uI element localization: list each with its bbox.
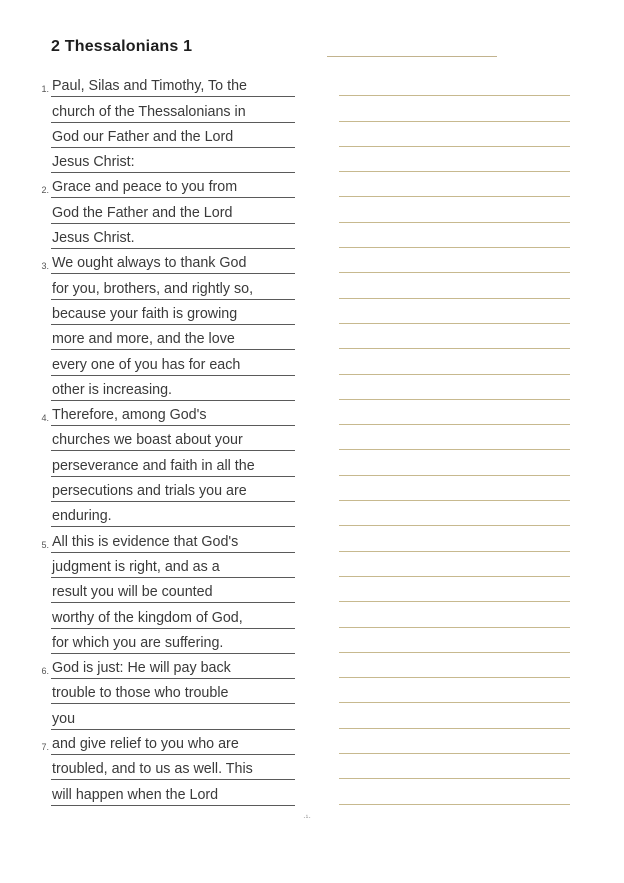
verse-text: Paul, Silas and Timothy, To the xyxy=(51,75,295,97)
verse-row xyxy=(0,679,624,704)
verse-row xyxy=(0,527,624,552)
verse-row xyxy=(0,780,624,805)
writing-line[interactable] xyxy=(339,399,570,400)
verse-row xyxy=(0,654,624,679)
verse-number: 5. xyxy=(41,539,49,550)
verse-text: persecutions and trials you are xyxy=(51,480,295,502)
writing-line[interactable] xyxy=(339,702,570,703)
verse-text: churches we boast about your xyxy=(51,429,295,451)
verse-text: for which you are suffering. xyxy=(51,632,295,654)
verse-text: trouble to those who trouble xyxy=(51,682,295,704)
verse-number: 1. xyxy=(41,84,49,95)
verse-text: God is just: He will pay back xyxy=(51,657,295,679)
writing-line[interactable] xyxy=(339,804,570,805)
writing-line[interactable] xyxy=(339,196,570,197)
verse-row xyxy=(0,629,624,654)
verse-text: God the Father and the Lord xyxy=(51,202,295,224)
verse-row xyxy=(0,477,624,502)
verse-number: 4. xyxy=(41,413,49,424)
verse-text: God our Father and the Lord xyxy=(51,126,295,148)
verse-text: for you, brothers, and rightly so, xyxy=(51,278,295,300)
writing-line[interactable] xyxy=(339,449,570,450)
verse-row xyxy=(0,123,624,148)
verse-row xyxy=(0,705,624,730)
verse-row xyxy=(0,755,624,780)
verse-text: We ought always to thank God xyxy=(51,252,295,274)
writing-line[interactable] xyxy=(339,500,570,501)
verse-row xyxy=(0,249,624,274)
page-number: ·¹· xyxy=(303,813,311,822)
writing-line[interactable] xyxy=(339,95,570,96)
page-title: 2 Thessalonians 1 xyxy=(51,38,193,55)
verse-text: judgment is right, and as a xyxy=(51,556,295,578)
writing-line[interactable] xyxy=(339,753,570,754)
writing-line[interactable] xyxy=(339,222,570,223)
writing-line[interactable] xyxy=(339,323,570,324)
verse-row xyxy=(0,148,624,173)
writing-line[interactable] xyxy=(339,272,570,273)
verse-text: perseverance and faith in all the xyxy=(51,455,295,477)
writing-line[interactable] xyxy=(339,778,570,779)
verse-row xyxy=(0,224,624,249)
writing-line[interactable] xyxy=(339,475,570,476)
writing-line[interactable] xyxy=(339,677,570,678)
verse-row xyxy=(0,72,624,97)
title-writing-line xyxy=(327,56,497,57)
verse-text: you xyxy=(51,708,295,730)
verse-text: worthy of the kingdom of God, xyxy=(51,607,295,629)
verse-number: 7. xyxy=(41,742,49,753)
verse-row xyxy=(0,578,624,603)
verse-text: enduring. xyxy=(51,505,295,527)
verse-text: troubled, and to us as well. This xyxy=(51,758,295,780)
writing-line[interactable] xyxy=(339,374,570,375)
verse-row xyxy=(0,97,624,122)
writing-line[interactable] xyxy=(339,601,570,602)
verse-text: Jesus Christ. xyxy=(51,227,295,249)
verse-text: church of the Thessalonians in xyxy=(51,101,295,123)
verse-text: every one of you has for each xyxy=(51,354,295,376)
verse-row xyxy=(0,173,624,198)
verse-text: result you will be counted xyxy=(51,581,295,603)
verse-text: will happen when the Lord xyxy=(51,784,295,806)
verse-row xyxy=(0,553,624,578)
verse-text: because your faith is growing xyxy=(51,303,295,325)
verse-row xyxy=(0,274,624,299)
verse-number: 3. xyxy=(41,261,49,272)
writing-line[interactable] xyxy=(339,121,570,122)
writing-line[interactable] xyxy=(339,247,570,248)
writing-line[interactable] xyxy=(339,551,570,552)
writing-line[interactable] xyxy=(339,348,570,349)
verse-row xyxy=(0,401,624,426)
verse-row xyxy=(0,325,624,350)
verse-text: Jesus Christ: xyxy=(51,151,295,173)
writing-line[interactable] xyxy=(339,525,570,526)
verse-row xyxy=(0,350,624,375)
verse-text: more and more, and the love xyxy=(51,328,295,350)
writing-line[interactable] xyxy=(339,576,570,577)
verse-row xyxy=(0,452,624,477)
verse-text: Therefore, among God's xyxy=(51,404,295,426)
writing-line[interactable] xyxy=(339,627,570,628)
verse-number: 2. xyxy=(41,185,49,196)
verse-text: and give relief to you who are xyxy=(51,733,295,755)
writing-line[interactable] xyxy=(339,728,570,729)
writing-line[interactable] xyxy=(339,171,570,172)
writing-line[interactable] xyxy=(339,298,570,299)
verse-row xyxy=(0,426,624,451)
verse-row xyxy=(0,199,624,224)
verse-text: Grace and peace to you from xyxy=(51,176,295,198)
verse-row xyxy=(0,502,624,527)
writing-line[interactable] xyxy=(339,652,570,653)
writing-line[interactable] xyxy=(339,146,570,147)
writing-line[interactable] xyxy=(339,424,570,425)
verse-text: other is increasing. xyxy=(51,379,295,401)
verse-row xyxy=(0,730,624,755)
verse-row xyxy=(0,603,624,628)
verse-text: All this is evidence that God's xyxy=(51,531,295,553)
verse-row xyxy=(0,300,624,325)
verse-number: 6. xyxy=(41,666,49,677)
verse-row xyxy=(0,376,624,401)
